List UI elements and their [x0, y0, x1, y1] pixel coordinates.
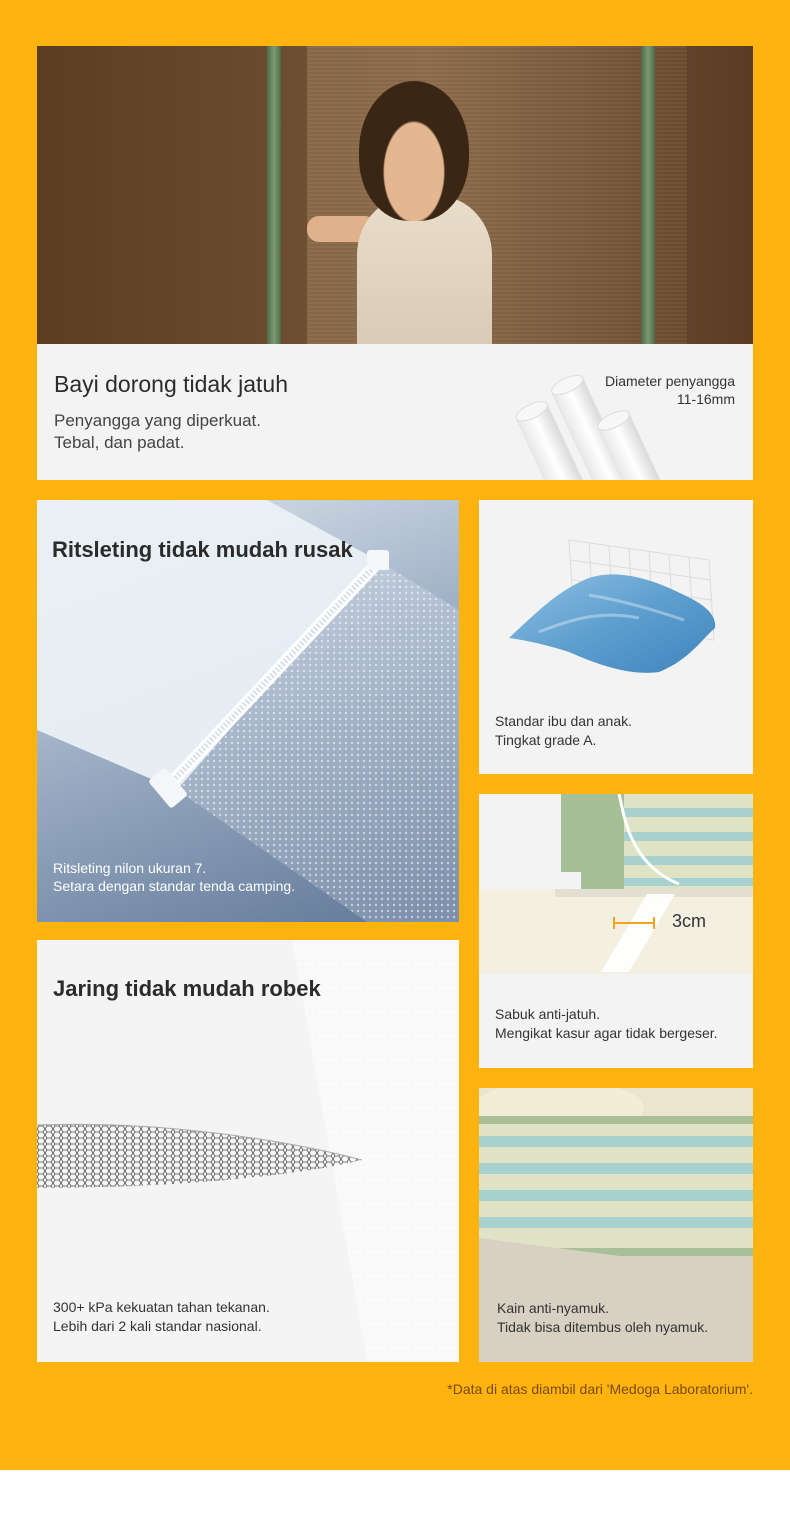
fabric-caption-line: Standar ibu dan anak.	[495, 713, 632, 729]
mesh-caption	[53, 1298, 270, 1336]
diameter-value: 11-16mm	[676, 391, 735, 407]
support-subtitle-line: Tebal, dan padat.	[54, 433, 185, 452]
hero-photo	[37, 46, 753, 344]
mesh-strength-panel	[37, 940, 459, 1362]
net-caption	[497, 1299, 708, 1337]
diameter-label	[605, 372, 735, 408]
support-subtitle	[54, 410, 261, 454]
fabric-standard-panel	[479, 500, 753, 774]
net-caption-line: Kain anti-nyamuk.	[497, 1300, 610, 1316]
child-head	[359, 81, 469, 221]
strap-caption-line: Mengikat kasur agar tidak bergeser.	[495, 1025, 718, 1041]
mesh-title: Jaring tidak mudah robek	[53, 976, 321, 1001]
strap-width-label: 3cm	[672, 911, 707, 931]
zipper-caption-line: Ritsleting nilon ukuran 7.	[53, 860, 207, 876]
anti-mosquito-panel	[479, 1088, 753, 1362]
support-feature-card	[37, 344, 753, 480]
net-caption-line: Tidak bisa ditembus oleh nyamuk.	[497, 1319, 709, 1335]
support-title: Bayi dorong tidak jatuh	[54, 371, 288, 397]
diameter-label-text: Diameter penyangga	[605, 373, 735, 389]
zipper-caption-line: Setara dengan standar tenda camping.	[53, 878, 296, 894]
fabric-caption	[495, 712, 632, 750]
strap-illustration	[479, 794, 753, 994]
zipper-feature-panel	[37, 500, 459, 922]
mesh-caption-line: Lebih dari 2 kali standar nasional.	[53, 1318, 262, 1334]
anti-fall-strap-panel	[479, 794, 753, 1068]
fabric-caption-line: Tingkat grade A.	[495, 732, 597, 748]
curtain-post	[641, 46, 655, 344]
page-bottom-strip	[0, 1470, 790, 1524]
curtain-post	[267, 46, 281, 344]
support-subtitle-line: Penyangga yang diperkuat.	[54, 411, 261, 430]
strap-caption	[495, 1005, 718, 1043]
mesh-caption-line: 300+ kPa kekuatan tahan tekanan.	[53, 1299, 270, 1315]
strap-caption-line: Sabuk anti-jatuh.	[495, 1006, 601, 1022]
data-source-footnote: *Data di atas diambil dari 'Medoga Laboratorium'.	[447, 1381, 753, 1397]
fabric-illustration	[479, 500, 753, 700]
zipper-title: Ritsleting tidak mudah rusak	[52, 537, 353, 562]
zipper-caption	[53, 859, 295, 895]
